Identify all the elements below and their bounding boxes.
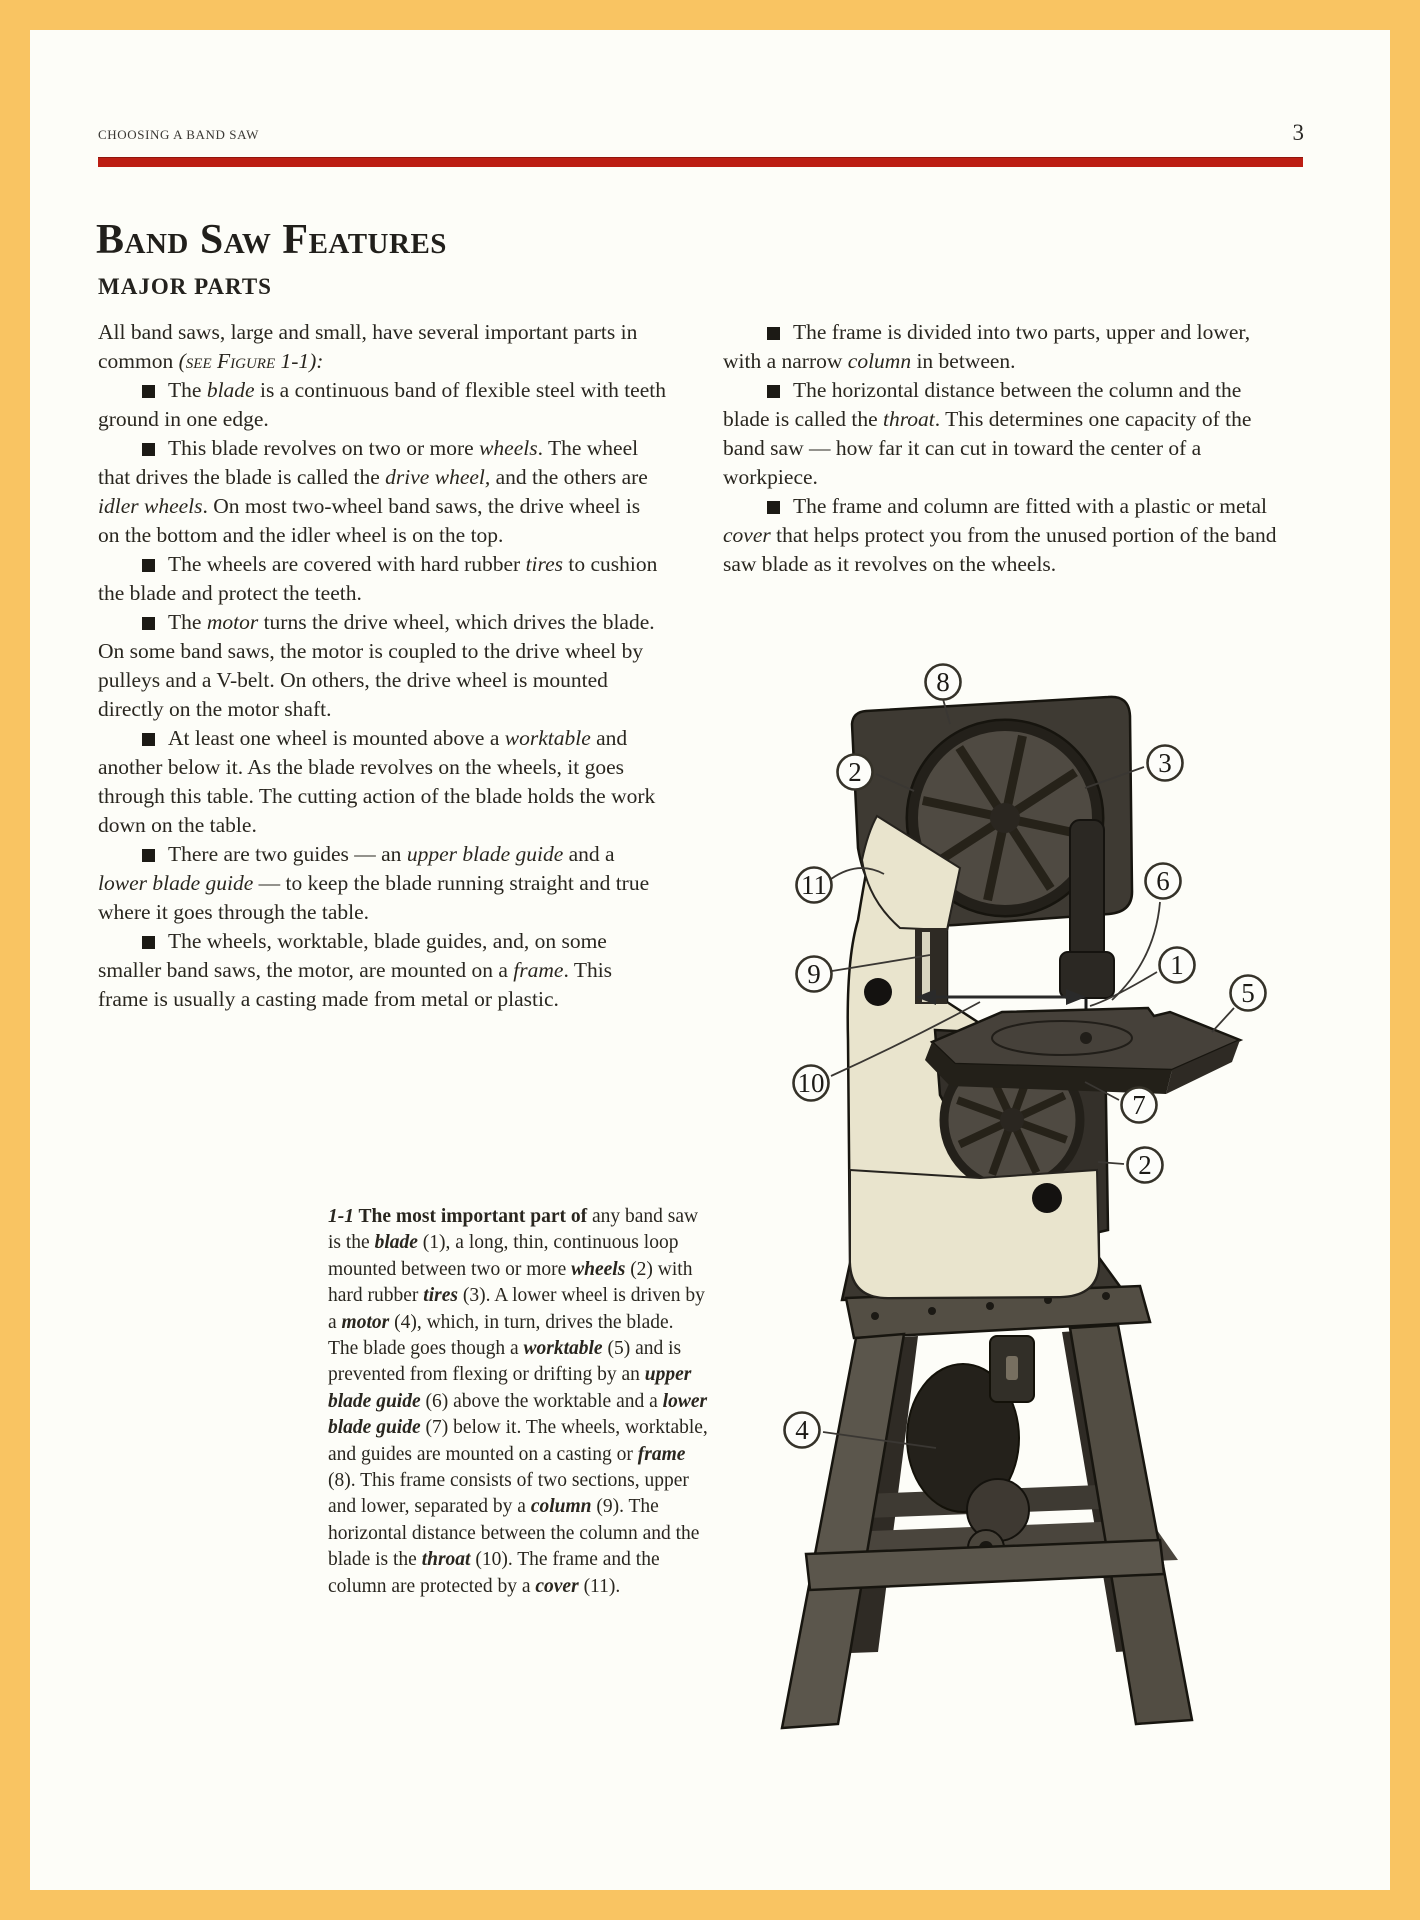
svg-text:6: 6 [1156, 866, 1170, 896]
text-segment: to cushion the blade and protect the teeth. [98, 552, 658, 605]
bullet-square-icon [767, 385, 780, 398]
band-saw-illustration [690, 640, 1300, 1750]
book-page [30, 30, 1390, 1890]
text-segment: blade [374, 1232, 418, 1254]
tension-knob [1032, 1183, 1062, 1213]
bullet-paragraph [98, 840, 666, 927]
bullet-square-icon [767, 327, 780, 340]
text-segment: All band saws, large and small, have several important parts in common [98, 320, 638, 373]
svg-text:3: 3 [1158, 748, 1172, 778]
text-segment: The horizontal distance between the column and the blade is called the [723, 378, 1242, 431]
callout-5 [1212, 976, 1266, 1033]
svg-text:2: 2 [1138, 1150, 1152, 1180]
text-segment: turns the drive wheel, which drives the blade. On some band saws, the motor is coupled to the drive wheel by pulleys and a V-belt. On others, the drive wheel is mounted directly on the motor shaft. [98, 610, 655, 721]
svg-text:4: 4 [795, 1415, 809, 1445]
bullet-square-icon [142, 849, 155, 862]
text-segment: The frame and column are fitted with a plastic or metal [793, 494, 1268, 518]
text-segment: cover [535, 1575, 579, 1597]
text-segment: The [168, 610, 207, 634]
text-segment: motor [341, 1311, 390, 1333]
text-segment: (7) below it. The wheels, worktable, and guides are mounted on a casting or [328, 1417, 708, 1465]
svg-text:8: 8 [936, 667, 950, 697]
left-text-column [98, 318, 666, 1014]
page-number: 3 [1292, 120, 1304, 145]
text-segment: The wheels, worktable, blade guides, and, on some smaller band saws, the motor, are mounted on a [98, 929, 607, 982]
bullet-paragraph [98, 550, 666, 608]
text-segment: worktable [523, 1338, 603, 1360]
right-text-column [723, 318, 1291, 579]
text-segment: frame [513, 958, 564, 982]
text-segment: . The wheel that drives the blade is called the [98, 436, 639, 489]
text-segment: and the others are [490, 465, 648, 489]
page-title: Band Saw Features [96, 217, 447, 263]
power-switch [990, 1336, 1034, 1402]
svg-text:7: 7 [1132, 1090, 1146, 1120]
text-segment: upper blade guide [328, 1364, 692, 1412]
text-segment: drive wheel, [385, 465, 491, 489]
text-segment: lower blade guide [98, 871, 254, 895]
text-segment: motor [206, 610, 259, 634]
text-segment: cover [723, 523, 771, 547]
text-segment: — to keep the blade running straight and true where it goes through the table. [98, 871, 650, 924]
svg-text:5: 5 [1241, 978, 1255, 1008]
text-segment: (8). This frame consists of two sections, upper and lower, separated by a [328, 1470, 689, 1518]
bullet-square-icon [142, 559, 155, 572]
text-segment: worktable [504, 726, 591, 750]
text-segment: tires [423, 1285, 458, 1307]
bullet-square-icon [767, 501, 780, 514]
text-segment: wheels [571, 1258, 626, 1280]
bullet-paragraph [98, 724, 666, 840]
text-segment: (1), a long, thin, continuous loop mounted between two or more [328, 1232, 679, 1280]
text-segment: (10). The frame and the column are protected by a [328, 1549, 660, 1597]
text-segment: is a continuous band of flexible steel with teeth ground in one edge. [98, 378, 666, 431]
text-segment: (9). The horizontal distance between the column and the blade is the [328, 1496, 700, 1571]
text-segment: 1-1 [328, 1206, 354, 1227]
bullet-paragraph [98, 927, 666, 1014]
text-segment: that helps protect you from the unused portion of the band saw blade as it revolves on the wheels. [723, 523, 1277, 576]
bullet-square-icon [142, 617, 155, 630]
text-segment: frame [637, 1443, 686, 1465]
text-segment: This blade revolves on two or more [168, 436, 480, 460]
text-segment: idler wheels [98, 494, 203, 518]
text-segment: The wheels are covered with hard rubber [168, 552, 526, 576]
bullet-paragraph [98, 376, 666, 434]
text-segment: throat [883, 407, 935, 431]
text-segment: and another below it. As the blade revolves on the wheels, it goes through this table. The cutting action of the blade holds the work down on the table. [98, 726, 656, 837]
svg-text:9: 9 [807, 959, 821, 989]
text-segment: in between. [911, 349, 1016, 373]
bullet-paragraph [723, 492, 1291, 579]
text-segment: (3). A lower wheel is driven by a [328, 1285, 705, 1333]
text-segment: wheels [479, 436, 538, 460]
figure-1-1 [690, 640, 1300, 1750]
bullet-paragraph [98, 434, 666, 550]
text-segment: (see Figure 1-1): [178, 349, 324, 373]
text-segment: upper blade guide [406, 842, 564, 866]
text-segment: (2) with hard rubber [328, 1258, 693, 1307]
section-subhead: MAJOR PARTS [98, 274, 272, 299]
paragraph [328, 1204, 708, 1600]
text-segment: The [168, 378, 207, 402]
bullet-paragraph [98, 608, 666, 724]
text-segment: (4), which, in turn, drives the blade. The blade goes though a [328, 1311, 674, 1360]
text-segment: (5) and is prevented from flexing or drifting by an [328, 1338, 682, 1386]
running-head: CHOOSING A BAND SAW [98, 127, 259, 142]
red-rule-divider [98, 157, 1303, 167]
text-segment: The frame is divided into two parts, upper and lower, with a narrow [723, 320, 1251, 373]
bullet-square-icon [142, 733, 155, 746]
tracking-knob [864, 978, 892, 1006]
bullet-square-icon [142, 443, 155, 456]
text-segment: tires [525, 552, 564, 576]
text-segment: . This frame is usually a casting made from metal or plastic. [98, 958, 613, 1011]
text-segment: . This determines one capacity of the band saw — how far it can cut in toward the center of a workpiece. [723, 407, 1252, 489]
text-segment: There are two guides — an [168, 842, 407, 866]
text-segment: At least one wheel is mounted above a [168, 726, 505, 750]
text-segment: (11). [578, 1575, 621, 1597]
text-segment: blade [206, 378, 255, 402]
text-segment: column [847, 349, 912, 373]
text-segment: and a [563, 842, 615, 866]
figure-caption [328, 1204, 708, 1600]
lower-cover [850, 1170, 1099, 1298]
svg-text:11: 11 [801, 870, 827, 900]
text-segment: column [530, 1496, 592, 1518]
svg-text:1: 1 [1170, 950, 1184, 980]
bullet-paragraph [723, 318, 1291, 376]
paragraph [98, 318, 666, 376]
bullet-square-icon [142, 936, 155, 949]
svg-text:10: 10 [797, 1068, 825, 1098]
text-segment: any band saw is the [328, 1206, 699, 1254]
svg-text:2: 2 [848, 757, 862, 787]
text-segment: The most important part of [354, 1206, 588, 1227]
text-segment: throat [421, 1549, 471, 1571]
bullet-paragraph [723, 376, 1291, 492]
text-segment: (6) above the worktable and a [420, 1390, 663, 1412]
text-segment: lower blade guide [328, 1390, 708, 1439]
text-segment: . On most two-wheel band saws, the drive wheel is on the bottom and the idler wheel is on the top. [98, 494, 641, 547]
bullet-square-icon [142, 385, 155, 398]
